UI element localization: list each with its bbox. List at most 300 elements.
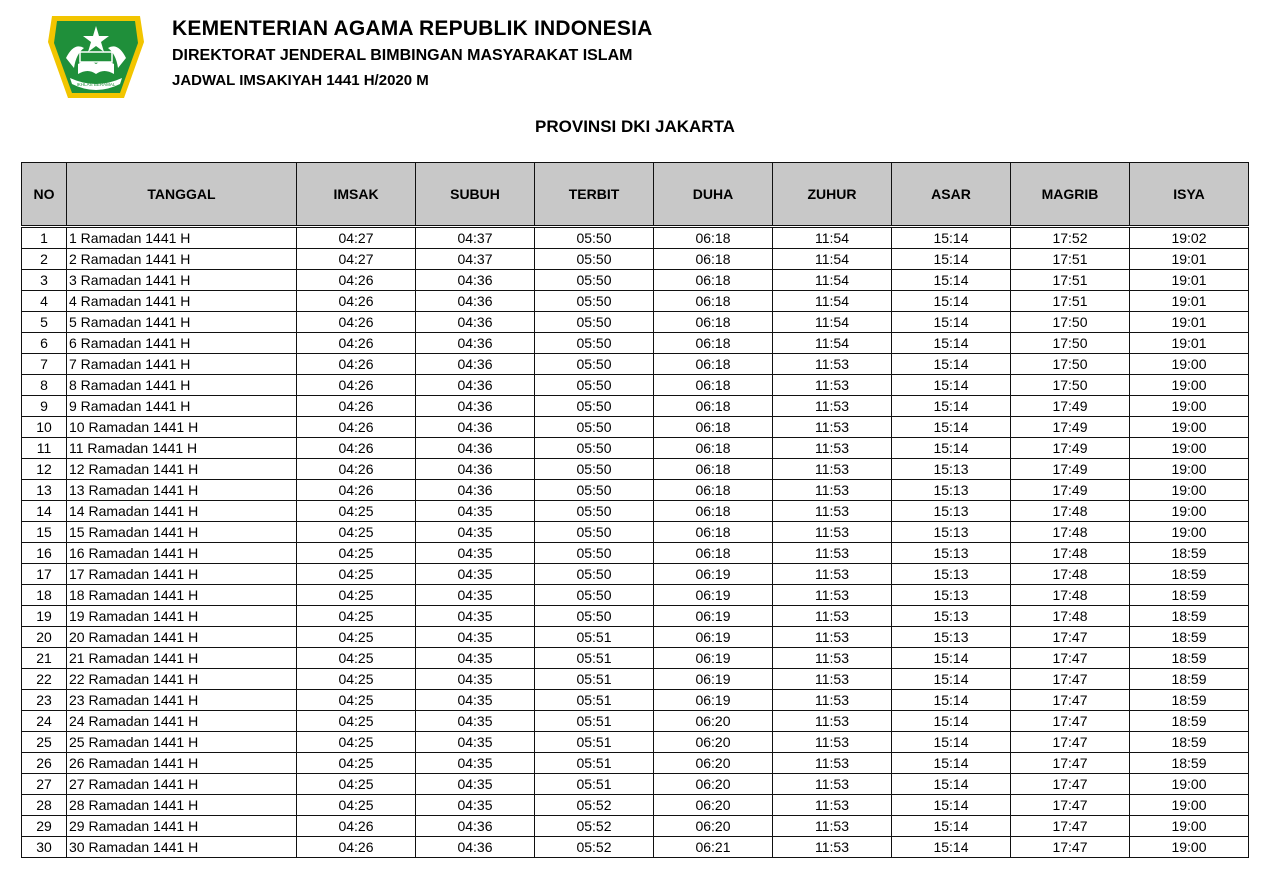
logo-motto: IKHLAS BERAMAL — [76, 82, 116, 87]
table-row — [22, 774, 1249, 795]
cell-zuhur: 11:53 — [773, 480, 892, 501]
cell-magrib: 17:48 — [1011, 606, 1130, 627]
table-row — [22, 795, 1249, 816]
cell-duha: 06:20 — [654, 711, 773, 732]
table-row — [22, 270, 1249, 291]
table-row — [22, 837, 1249, 858]
table-row — [22, 648, 1249, 669]
cell-isya: 19:00 — [1130, 375, 1249, 396]
table-row — [22, 522, 1249, 543]
cell-isya: 18:59 — [1130, 648, 1249, 669]
cell-isya: 19:00 — [1130, 774, 1249, 795]
cell-magrib: 17:47 — [1011, 816, 1130, 837]
cell-duha: 06:20 — [654, 795, 773, 816]
cell-asar: 15:14 — [892, 753, 1011, 774]
cell-magrib: 17:52 — [1011, 228, 1130, 249]
cell-zuhur: 11:53 — [773, 543, 892, 564]
cell-subuh: 04:36 — [416, 396, 535, 417]
cell-isya: 19:00 — [1130, 501, 1249, 522]
cell-subuh: 04:36 — [416, 459, 535, 480]
table-row — [22, 585, 1249, 606]
cell-zuhur: 11:53 — [773, 396, 892, 417]
cell-terbit: 05:50 — [535, 249, 654, 270]
cell-imsak: 04:25 — [297, 774, 416, 795]
cell-no: 13 — [22, 480, 67, 501]
table-row — [22, 501, 1249, 522]
cell-asar: 15:14 — [892, 711, 1011, 732]
cell-magrib: 17:49 — [1011, 417, 1130, 438]
cell-subuh: 04:36 — [416, 837, 535, 858]
cell-tanggal: 5 Ramadan 1441 H — [67, 312, 297, 333]
cell-imsak: 04:25 — [297, 543, 416, 564]
cell-duha: 06:20 — [654, 774, 773, 795]
cell-tanggal: 17 Ramadan 1441 H — [67, 564, 297, 585]
cell-no: 6 — [22, 333, 67, 354]
cell-imsak: 04:26 — [297, 312, 416, 333]
cell-imsak: 04:25 — [297, 564, 416, 585]
cell-terbit: 05:50 — [535, 585, 654, 606]
cell-asar: 15:13 — [892, 543, 1011, 564]
table-row — [22, 417, 1249, 438]
cell-terbit: 05:50 — [535, 291, 654, 312]
cell-magrib: 17:49 — [1011, 459, 1130, 480]
table-row — [22, 480, 1249, 501]
cell-tanggal: 12 Ramadan 1441 H — [67, 459, 297, 480]
cell-magrib: 17:49 — [1011, 396, 1130, 417]
cell-asar: 15:14 — [892, 333, 1011, 354]
cell-no: 23 — [22, 690, 67, 711]
cell-zuhur: 11:53 — [773, 795, 892, 816]
cell-zuhur: 11:53 — [773, 522, 892, 543]
cell-subuh: 04:35 — [416, 732, 535, 753]
table-row — [22, 543, 1249, 564]
cell-imsak: 04:25 — [297, 501, 416, 522]
cell-subuh: 04:35 — [416, 795, 535, 816]
cell-tanggal: 9 Ramadan 1441 H — [67, 396, 297, 417]
cell-asar: 15:14 — [892, 291, 1011, 312]
cell-asar: 15:14 — [892, 228, 1011, 249]
cell-terbit: 05:51 — [535, 774, 654, 795]
cell-subuh: 04:35 — [416, 606, 535, 627]
cell-subuh: 04:36 — [416, 438, 535, 459]
cell-subuh: 04:35 — [416, 627, 535, 648]
cell-tanggal: 1 Ramadan 1441 H — [67, 228, 297, 249]
cell-tanggal: 11 Ramadan 1441 H — [67, 438, 297, 459]
cell-terbit: 05:50 — [535, 354, 654, 375]
table-header-row — [22, 163, 1249, 226]
cell-asar: 15:13 — [892, 585, 1011, 606]
cell-zuhur: 11:53 — [773, 501, 892, 522]
cell-magrib: 17:47 — [1011, 627, 1130, 648]
cell-subuh: 04:37 — [416, 228, 535, 249]
cell-subuh: 04:35 — [416, 543, 535, 564]
table-row — [22, 375, 1249, 396]
cell-tanggal: 24 Ramadan 1441 H — [67, 711, 297, 732]
cell-zuhur: 11:53 — [773, 354, 892, 375]
cell-magrib: 17:47 — [1011, 711, 1130, 732]
cell-terbit: 05:50 — [535, 543, 654, 564]
cell-subuh: 04:36 — [416, 270, 535, 291]
cell-isya: 19:00 — [1130, 480, 1249, 501]
column-header-isya: ISYA — [1130, 163, 1249, 226]
cell-tanggal: 19 Ramadan 1441 H — [67, 606, 297, 627]
ministry-title: KEMENTERIAN AGAMA REPUBLIK INDONESIA — [172, 17, 653, 40]
cell-asar: 15:14 — [892, 774, 1011, 795]
cell-imsak: 04:26 — [297, 354, 416, 375]
cell-tanggal: 7 Ramadan 1441 H — [67, 354, 297, 375]
province-title: PROVINSI DKI JAKARTA — [535, 117, 735, 136]
cell-terbit: 05:52 — [535, 816, 654, 837]
cell-terbit: 05:51 — [535, 627, 654, 648]
cell-imsak: 04:25 — [297, 669, 416, 690]
cell-terbit: 05:50 — [535, 459, 654, 480]
cell-asar: 15:14 — [892, 732, 1011, 753]
cell-isya: 19:01 — [1130, 333, 1249, 354]
cell-imsak: 04:26 — [297, 417, 416, 438]
cell-zuhur: 11:54 — [773, 228, 892, 249]
cell-magrib: 17:48 — [1011, 501, 1130, 522]
cell-asar: 15:14 — [892, 690, 1011, 711]
cell-duha: 06:20 — [654, 753, 773, 774]
cell-magrib: 17:49 — [1011, 480, 1130, 501]
cell-magrib: 17:51 — [1011, 249, 1130, 270]
cell-no: 18 — [22, 585, 67, 606]
table-row — [22, 690, 1249, 711]
cell-magrib: 17:49 — [1011, 438, 1130, 459]
cell-no: 4 — [22, 291, 67, 312]
cell-zuhur: 11:53 — [773, 774, 892, 795]
cell-imsak: 04:27 — [297, 228, 416, 249]
cell-zuhur: 11:53 — [773, 417, 892, 438]
cell-terbit: 05:51 — [535, 732, 654, 753]
cell-imsak: 04:26 — [297, 438, 416, 459]
cell-isya: 19:01 — [1130, 270, 1249, 291]
cell-isya: 19:00 — [1130, 354, 1249, 375]
cell-tanggal: 27 Ramadan 1441 H — [67, 774, 297, 795]
cell-duha: 06:19 — [654, 564, 773, 585]
cell-asar: 15:13 — [892, 627, 1011, 648]
cell-duha: 06:18 — [654, 501, 773, 522]
cell-isya: 18:59 — [1130, 606, 1249, 627]
cell-no: 15 — [22, 522, 67, 543]
cell-magrib: 17:50 — [1011, 354, 1130, 375]
cell-subuh: 04:35 — [416, 501, 535, 522]
column-header-no: NO — [22, 163, 67, 226]
cell-duha: 06:18 — [654, 291, 773, 312]
cell-imsak: 04:26 — [297, 816, 416, 837]
cell-magrib: 17:47 — [1011, 753, 1130, 774]
cell-tanggal: 15 Ramadan 1441 H — [67, 522, 297, 543]
cell-no: 17 — [22, 564, 67, 585]
cell-isya: 19:00 — [1130, 837, 1249, 858]
cell-isya: 19:01 — [1130, 312, 1249, 333]
cell-duha: 06:18 — [654, 249, 773, 270]
cell-duha: 06:18 — [654, 228, 773, 249]
cell-imsak: 04:26 — [297, 459, 416, 480]
cell-zuhur: 11:54 — [773, 249, 892, 270]
cell-subuh: 04:36 — [416, 375, 535, 396]
cell-imsak: 04:26 — [297, 837, 416, 858]
column-header-subuh: SUBUH — [416, 163, 535, 226]
cell-no: 26 — [22, 753, 67, 774]
table-body — [22, 226, 1249, 858]
cell-magrib: 17:51 — [1011, 270, 1130, 291]
cell-subuh: 04:36 — [416, 816, 535, 837]
table-row — [22, 753, 1249, 774]
cell-duha: 06:19 — [654, 690, 773, 711]
cell-asar: 15:14 — [892, 396, 1011, 417]
table-row — [22, 732, 1249, 753]
cell-subuh: 04:35 — [416, 564, 535, 585]
cell-no: 29 — [22, 816, 67, 837]
cell-terbit: 05:50 — [535, 606, 654, 627]
cell-imsak: 04:26 — [297, 291, 416, 312]
cell-isya: 18:59 — [1130, 669, 1249, 690]
cell-zuhur: 11:53 — [773, 837, 892, 858]
cell-imsak: 04:25 — [297, 648, 416, 669]
cell-tanggal: 13 Ramadan 1441 H — [67, 480, 297, 501]
cell-subuh: 04:35 — [416, 753, 535, 774]
cell-terbit: 05:52 — [535, 837, 654, 858]
cell-magrib: 17:50 — [1011, 375, 1130, 396]
cell-magrib: 17:48 — [1011, 564, 1130, 585]
cell-isya: 19:01 — [1130, 249, 1249, 270]
cell-imsak: 04:25 — [297, 627, 416, 648]
cell-imsak: 04:25 — [297, 711, 416, 732]
cell-subuh: 04:35 — [416, 711, 535, 732]
column-header-imsak: IMSAK — [297, 163, 416, 226]
table-row — [22, 606, 1249, 627]
cell-isya: 18:59 — [1130, 585, 1249, 606]
cell-asar: 15:14 — [892, 669, 1011, 690]
cell-subuh: 04:36 — [416, 333, 535, 354]
cell-asar: 15:14 — [892, 270, 1011, 291]
cell-duha: 06:19 — [654, 648, 773, 669]
cell-terbit: 05:50 — [535, 396, 654, 417]
cell-tanggal: 6 Ramadan 1441 H — [67, 333, 297, 354]
cell-tanggal: 22 Ramadan 1441 H — [67, 669, 297, 690]
cell-tanggal: 30 Ramadan 1441 H — [67, 837, 297, 858]
cell-imsak: 04:25 — [297, 585, 416, 606]
cell-zuhur: 11:53 — [773, 627, 892, 648]
cell-asar: 15:14 — [892, 648, 1011, 669]
cell-duha: 06:19 — [654, 606, 773, 627]
cell-terbit: 05:50 — [535, 438, 654, 459]
table-row — [22, 354, 1249, 375]
cell-terbit: 05:50 — [535, 501, 654, 522]
cell-zuhur: 11:53 — [773, 753, 892, 774]
cell-tanggal: 3 Ramadan 1441 H — [67, 270, 297, 291]
kemenag-logo-icon — [44, 12, 148, 100]
cell-duha: 06:18 — [654, 522, 773, 543]
cell-imsak: 04:25 — [297, 753, 416, 774]
cell-asar: 15:14 — [892, 312, 1011, 333]
cell-zuhur: 11:53 — [773, 438, 892, 459]
cell-no: 11 — [22, 438, 67, 459]
cell-terbit: 05:50 — [535, 480, 654, 501]
cell-no: 1 — [22, 228, 67, 249]
cell-zuhur: 11:53 — [773, 606, 892, 627]
cell-isya: 18:59 — [1130, 732, 1249, 753]
cell-zuhur: 11:53 — [773, 648, 892, 669]
cell-asar: 15:13 — [892, 501, 1011, 522]
cell-magrib: 17:47 — [1011, 774, 1130, 795]
cell-no: 25 — [22, 732, 67, 753]
cell-subuh: 04:37 — [416, 249, 535, 270]
cell-terbit: 05:50 — [535, 564, 654, 585]
schedule-title: JADWAL IMSAKIYAH 1441 H/2020 M — [172, 72, 429, 89]
cell-terbit: 05:51 — [535, 648, 654, 669]
cell-terbit: 05:51 — [535, 690, 654, 711]
cell-isya: 19:00 — [1130, 795, 1249, 816]
cell-zuhur: 11:53 — [773, 375, 892, 396]
cell-terbit: 05:50 — [535, 417, 654, 438]
cell-asar: 15:14 — [892, 837, 1011, 858]
cell-subuh: 04:35 — [416, 648, 535, 669]
cell-no: 24 — [22, 711, 67, 732]
cell-zuhur: 11:53 — [773, 585, 892, 606]
cell-asar: 15:13 — [892, 606, 1011, 627]
cell-isya: 19:00 — [1130, 816, 1249, 837]
table-row — [22, 312, 1249, 333]
cell-asar: 15:13 — [892, 480, 1011, 501]
cell-imsak: 04:26 — [297, 333, 416, 354]
cell-asar: 15:13 — [892, 564, 1011, 585]
cell-duha: 06:18 — [654, 438, 773, 459]
cell-imsak: 04:27 — [297, 249, 416, 270]
cell-tanggal: 23 Ramadan 1441 H — [67, 690, 297, 711]
cell-tanggal: 28 Ramadan 1441 H — [67, 795, 297, 816]
table-row — [22, 291, 1249, 312]
table-row — [22, 669, 1249, 690]
cell-no: 19 — [22, 606, 67, 627]
column-header-zuhur: ZUHUR — [773, 163, 892, 226]
directorate-title: DIREKTORAT JENDERAL BIMBINGAN MASYARAKAT ISLAM — [172, 47, 633, 64]
cell-isya: 19:02 — [1130, 228, 1249, 249]
cell-subuh: 04:35 — [416, 522, 535, 543]
cell-tanggal: 18 Ramadan 1441 H — [67, 585, 297, 606]
table-row — [22, 249, 1249, 270]
cell-no: 3 — [22, 270, 67, 291]
cell-duha: 06:18 — [654, 396, 773, 417]
cell-duha: 06:18 — [654, 459, 773, 480]
cell-duha: 06:20 — [654, 732, 773, 753]
cell-isya: 18:59 — [1130, 564, 1249, 585]
cell-duha: 06:19 — [654, 627, 773, 648]
cell-no: 8 — [22, 375, 67, 396]
cell-duha: 06:18 — [654, 354, 773, 375]
cell-subuh: 04:36 — [416, 480, 535, 501]
cell-magrib: 17:47 — [1011, 669, 1130, 690]
cell-duha: 06:18 — [654, 312, 773, 333]
cell-terbit: 05:50 — [535, 312, 654, 333]
table-row — [22, 816, 1249, 837]
column-header-asar: ASAR — [892, 163, 1011, 226]
table-row — [22, 438, 1249, 459]
cell-tanggal: 29 Ramadan 1441 H — [67, 816, 297, 837]
cell-duha: 06:18 — [654, 480, 773, 501]
cell-terbit: 05:50 — [535, 522, 654, 543]
cell-magrib: 17:50 — [1011, 312, 1130, 333]
cell-zuhur: 11:54 — [773, 291, 892, 312]
cell-zuhur: 11:53 — [773, 732, 892, 753]
cell-isya: 18:59 — [1130, 690, 1249, 711]
cell-subuh: 04:36 — [416, 291, 535, 312]
column-header-tanggal: TANGGAL — [67, 163, 297, 226]
cell-asar: 15:13 — [892, 459, 1011, 480]
cell-isya: 19:00 — [1130, 438, 1249, 459]
cell-isya: 18:59 — [1130, 543, 1249, 564]
cell-duha: 06:21 — [654, 837, 773, 858]
cell-isya: 19:00 — [1130, 417, 1249, 438]
cell-zuhur: 11:53 — [773, 711, 892, 732]
cell-subuh: 04:36 — [416, 354, 535, 375]
cell-no: 10 — [22, 417, 67, 438]
cell-magrib: 17:50 — [1011, 333, 1130, 354]
cell-duha: 06:18 — [654, 417, 773, 438]
cell-no: 5 — [22, 312, 67, 333]
table-row — [22, 228, 1249, 249]
cell-zuhur: 11:53 — [773, 564, 892, 585]
cell-isya: 18:59 — [1130, 711, 1249, 732]
cell-no: 20 — [22, 627, 67, 648]
column-header-duha: DUHA — [654, 163, 773, 226]
cell-imsak: 04:26 — [297, 396, 416, 417]
cell-zuhur: 11:53 — [773, 690, 892, 711]
cell-tanggal: 20 Ramadan 1441 H — [67, 627, 297, 648]
cell-no: 7 — [22, 354, 67, 375]
cell-imsak: 04:26 — [297, 270, 416, 291]
cell-zuhur: 11:54 — [773, 312, 892, 333]
cell-terbit: 05:51 — [535, 753, 654, 774]
cell-imsak: 04:25 — [297, 690, 416, 711]
cell-isya: 19:00 — [1130, 522, 1249, 543]
cell-imsak: 04:25 — [297, 522, 416, 543]
cell-asar: 15:14 — [892, 417, 1011, 438]
table-row — [22, 564, 1249, 585]
cell-magrib: 17:48 — [1011, 543, 1130, 564]
cell-isya: 18:59 — [1130, 753, 1249, 774]
table-row — [22, 711, 1249, 732]
cell-duha: 06:19 — [654, 669, 773, 690]
cell-magrib: 17:47 — [1011, 648, 1130, 669]
imsakiyah-table — [21, 162, 1249, 858]
cell-terbit: 05:51 — [535, 711, 654, 732]
cell-terbit: 05:50 — [535, 270, 654, 291]
cell-duha: 06:18 — [654, 333, 773, 354]
cell-magrib: 17:47 — [1011, 795, 1130, 816]
cell-terbit: 05:50 — [535, 375, 654, 396]
cell-magrib: 17:48 — [1011, 522, 1130, 543]
cell-no: 2 — [22, 249, 67, 270]
cell-no: 12 — [22, 459, 67, 480]
cell-duha: 06:18 — [654, 375, 773, 396]
cell-imsak: 04:25 — [297, 606, 416, 627]
cell-no: 22 — [22, 669, 67, 690]
cell-no: 27 — [22, 774, 67, 795]
cell-zuhur: 11:54 — [773, 270, 892, 291]
cell-tanggal: 16 Ramadan 1441 H — [67, 543, 297, 564]
cell-magrib: 17:47 — [1011, 690, 1130, 711]
cell-asar: 15:14 — [892, 795, 1011, 816]
cell-terbit: 05:52 — [535, 795, 654, 816]
cell-magrib: 17:51 — [1011, 291, 1130, 312]
cell-subuh: 04:35 — [416, 585, 535, 606]
cell-no: 9 — [22, 396, 67, 417]
cell-asar: 15:13 — [892, 522, 1011, 543]
cell-imsak: 04:26 — [297, 480, 416, 501]
cell-tanggal: 10 Ramadan 1441 H — [67, 417, 297, 438]
